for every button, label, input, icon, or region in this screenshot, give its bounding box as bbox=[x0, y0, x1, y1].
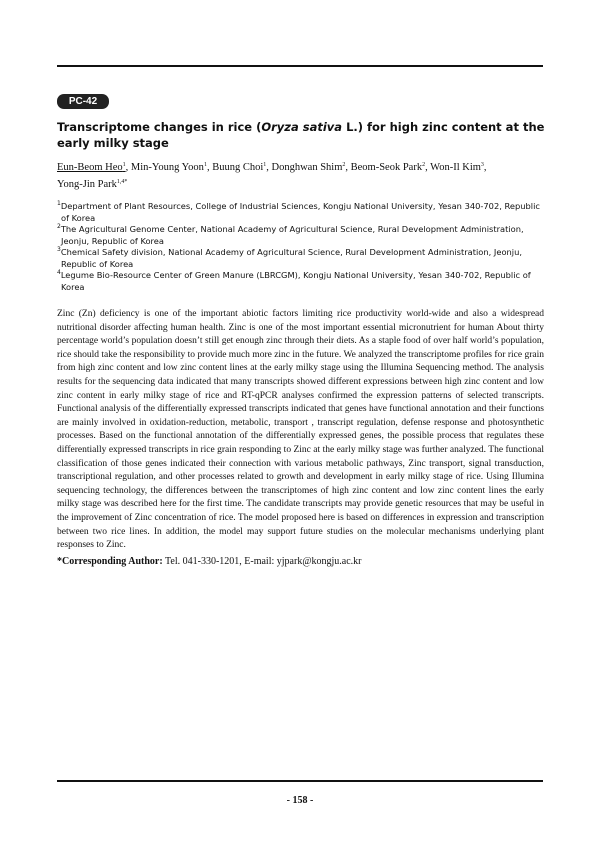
affiliation: $^4$Legume Bio-Resource Center of Green Manure (LBRCGM), Kongju National University, Yesan 340-702, Republic of Korea bbox=[57, 269, 531, 292]
paper-title bbox=[57, 119, 547, 151]
title-species: Oryza sativa bbox=[261, 120, 343, 134]
author-name: Beom-Seok Park$^2$ bbox=[350, 162, 426, 173]
affiliation-list bbox=[57, 201, 547, 293]
abstract-body: Zinc (Zn) deficiency is one of the important abiotic factors limiting rice productivity world-wide and also a widespread nutritional disorder affecting human health. Zinc is one of the most important essential micronutrient for human About thirty percentage world’s population doesn’t still get enough zinc through their diets. As a staple food of over half world’s population, rice should take the responsibility to provide much more zinc in the future. We analyzed the transcriptome profiles for rice grain from high zinc content and low zinc content lines at the early milky stage using the Illumina Sequencing method. The analysis results for the sequencing data indicated that many transcripts showed different expressions between high zinc content and low zinc content in early milky stage of rice and RT-qPCR analyses confirmed the expression patterns of selected transcripts. Functional analysis of the differentially expressed transcripts indicated that genes have functional annotation and their functions are mainly involved in oxidation-reduction, metabolic, transport , transcript regulation, defense response and photosynthetic processes. Based on the functional annotation of the differentially expressed genes, the possible process that regulates these differentially expressed transcripts in rice grain responding to Zinc at the early milky stage was further analyzed. The functional classification of those genes indicated their connection with various metabolic pathways, Zinc transport, signal transduction, transcriptional regulation, and other processes related to growth and development in early milky stage of rice. Using Illumina sequencing technology, the differences between the transcriptomes of high zinc content and low zinc content lines the early milky stage was described here for the first time. The candidate transcripts may provide genetic resources that may be useful in the improvement of Zinc concentration of rice. The model proposed here is based on differences in expression and transcription between two rice lines. In addition, the model may support future studies on the molecular mechanisms underlying plant responses to Zinc. bbox=[57, 309, 544, 551]
author-name: Eun-Beom Heo$^1$ bbox=[57, 162, 126, 173]
page-number: - 158 - bbox=[286, 795, 314, 806]
corresponding-author bbox=[57, 556, 547, 567]
affiliation: $^3$Chemical Safety division, National Academy of Agricultural Science, Rural Development Administration, Jeonju, Republic of Korea bbox=[57, 246, 523, 269]
author-name: Donghwan Shim$^2$ bbox=[271, 162, 346, 173]
title-text-end: L.) for high zinc content at the early milky stage bbox=[57, 120, 545, 150]
title-text: Transcriptome changes in rice ( bbox=[57, 120, 262, 134]
author-name: Won-Il Kim$^3$ bbox=[430, 162, 484, 173]
author-name: Yong-Jin Park$^{1,4*}$ bbox=[57, 179, 128, 190]
top-rule bbox=[57, 65, 543, 67]
corresponding-label: *Corresponding Author: bbox=[57, 556, 163, 567]
author-name: Buung Choi$^1$ bbox=[212, 162, 267, 173]
corresponding-contact: Tel. 041-330-1201, E-mail: yjpark@kongju.ac.kr bbox=[162, 556, 362, 567]
session-badge: PC-42 bbox=[57, 94, 109, 109]
affiliation: $^1$Department of Plant Resources, College of Industrial Sciences, Kongju National University, Yesan 340-702, Republic of Korea bbox=[57, 200, 540, 223]
author-name: Min-Young Yoon$^1$ bbox=[130, 162, 207, 173]
author-list: Eun-Beom Heo$^1$, Min-Young Yoon$^1$, Buung Choi$^1$, Donghwan Shim$^2$, Beom-Seok Park$^2$, Won-Il Kim$^3$, Yong-Jin Park$^{1,4*}$ bbox=[57, 162, 487, 190]
affiliation: $^2$The Agricultural Genome Center, National Academy of Agricultural Science, Rural Development Administration, Jeonju, Republic of Korea bbox=[57, 223, 524, 246]
bottom-rule bbox=[57, 780, 543, 782]
